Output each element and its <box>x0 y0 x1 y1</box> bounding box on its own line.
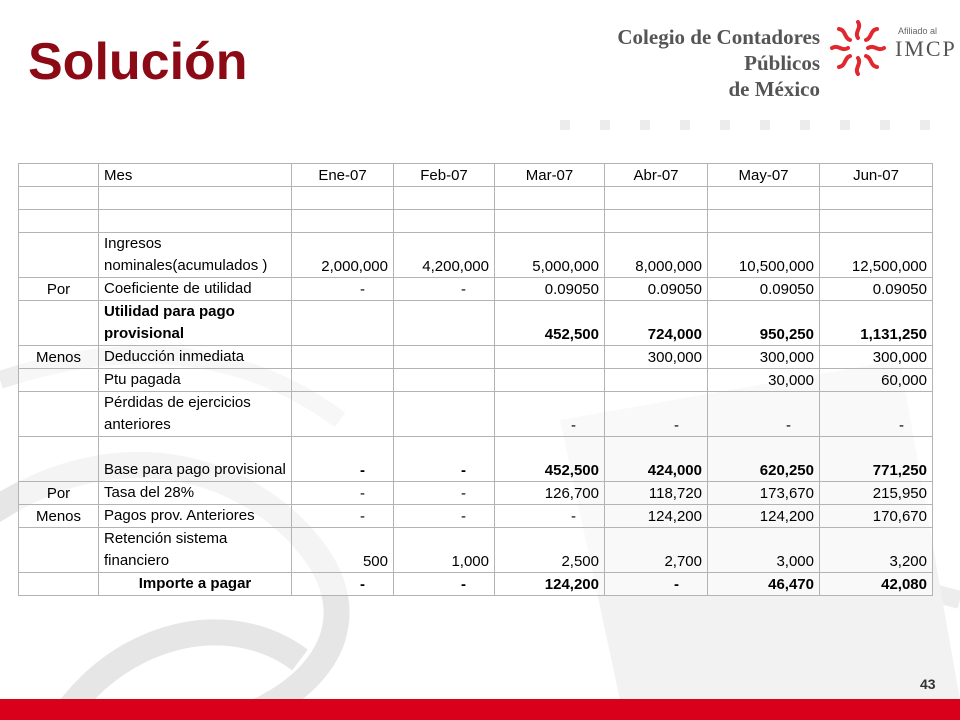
table-cell: - <box>292 437 394 482</box>
table-cell <box>99 187 292 210</box>
table-cell <box>292 346 394 369</box>
table-cell: 30,000 <box>708 369 820 392</box>
table-cell <box>605 369 708 392</box>
organization-name <box>570 24 820 102</box>
table-cell <box>495 346 605 369</box>
row-label: Tasa del 28% <box>99 482 292 505</box>
table-cell <box>292 210 394 233</box>
table-cell <box>708 210 820 233</box>
table-cell: 2,500 <box>495 528 605 573</box>
table-cell: 12,500,000 <box>820 233 933 278</box>
month-header: Ene-07 <box>292 164 394 187</box>
row-operator <box>19 392 99 437</box>
table-cell: - <box>292 573 394 596</box>
table-cell: 126,700 <box>495 482 605 505</box>
row-operator <box>19 528 99 573</box>
table-cell: 4,200,000 <box>394 233 495 278</box>
table-cell: 950,250 <box>708 301 820 346</box>
table-cell: - <box>708 392 820 437</box>
table-cell: 10,500,000 <box>708 233 820 278</box>
table-row <box>19 437 933 482</box>
table-cell <box>820 210 933 233</box>
row-label: Base para pago provisional <box>99 437 292 482</box>
table-cell: 5,000,000 <box>495 233 605 278</box>
table-cell: - <box>394 482 495 505</box>
table-cell: 215,950 <box>820 482 933 505</box>
table-cell: 60,000 <box>820 369 933 392</box>
table-cell: - <box>605 392 708 437</box>
table-cell: 0.09050 <box>820 278 933 301</box>
table-cell: - <box>292 505 394 528</box>
table-cell: 124,200 <box>605 505 708 528</box>
table-cell <box>394 187 495 210</box>
row-label: Pagos prov. Anteriores <box>99 505 292 528</box>
table-cell: 0.09050 <box>495 278 605 301</box>
table-row <box>19 392 933 437</box>
table-cell <box>394 301 495 346</box>
row-operator: Por <box>19 278 99 301</box>
table-cell: 124,200 <box>708 505 820 528</box>
row-operator <box>19 437 99 482</box>
table-cell: 2,000,000 <box>292 233 394 278</box>
tax-calculation-table <box>18 163 933 596</box>
table-cell: 300,000 <box>820 346 933 369</box>
table-cell <box>292 187 394 210</box>
table-cell: - <box>292 482 394 505</box>
table-cell <box>19 210 99 233</box>
table-cell: 170,670 <box>820 505 933 528</box>
table-cell: 424,000 <box>605 437 708 482</box>
table-cell: 1,000 <box>394 528 495 573</box>
table-cell <box>394 346 495 369</box>
table-cell: - <box>394 505 495 528</box>
row-label: Coeficiente de utilidad <box>99 278 292 301</box>
table-cell: 1,131,250 <box>820 301 933 346</box>
table-cell: 300,000 <box>708 346 820 369</box>
table-cell: 46,470 <box>708 573 820 596</box>
table-cell <box>605 187 708 210</box>
table-cell <box>394 210 495 233</box>
table-cell: - <box>292 278 394 301</box>
table-cell <box>495 369 605 392</box>
table-cell: 2,700 <box>605 528 708 573</box>
row-label: Pérdidas de ejercicios anteriores <box>99 392 292 437</box>
month-header: May-07 <box>708 164 820 187</box>
month-header-label: Mes <box>99 164 292 187</box>
table-cell: 3,200 <box>820 528 933 573</box>
table-cell: 3,000 <box>708 528 820 573</box>
table-row <box>19 301 933 346</box>
row-label: Ptu pagada <box>99 369 292 392</box>
table-cell <box>19 164 99 187</box>
row-operator <box>19 573 99 596</box>
empty-row <box>19 210 933 233</box>
table-cell: 300,000 <box>605 346 708 369</box>
table-row <box>19 528 933 573</box>
table-cell: - <box>820 392 933 437</box>
table-row <box>19 278 933 301</box>
row-label: Importe a pagar <box>99 573 292 596</box>
affiliation-label: Afiliado al <box>898 26 938 36</box>
table-cell: 0.09050 <box>708 278 820 301</box>
table-cell: 452,500 <box>495 301 605 346</box>
table-cell <box>605 210 708 233</box>
table-cell <box>708 187 820 210</box>
table-cell: 0.09050 <box>605 278 708 301</box>
table-cell: 724,000 <box>605 301 708 346</box>
row-operator: Menos <box>19 346 99 369</box>
table-cell: - <box>394 573 495 596</box>
affiliation-name: IMCP <box>895 36 957 61</box>
month-header: Feb-07 <box>394 164 495 187</box>
table-cell: - <box>605 573 708 596</box>
table-cell: - <box>495 392 605 437</box>
table-cell <box>495 210 605 233</box>
table-cell: 452,500 <box>495 437 605 482</box>
table-cell <box>292 369 394 392</box>
row-label: Retención sistema financiero <box>99 528 292 573</box>
row-operator: Menos <box>19 505 99 528</box>
table-cell: 124,200 <box>495 573 605 596</box>
table-cell <box>495 187 605 210</box>
row-operator <box>19 369 99 392</box>
month-header: Abr-07 <box>605 164 708 187</box>
table-cell: 42,080 <box>820 573 933 596</box>
table-cell <box>19 187 99 210</box>
month-header: Mar-07 <box>495 164 605 187</box>
table-row <box>19 482 933 505</box>
row-operator <box>19 233 99 278</box>
table-cell: 118,720 <box>605 482 708 505</box>
organization-name-line1: Colegio de Contadores Públicos <box>617 25 820 75</box>
table-cell: 620,250 <box>708 437 820 482</box>
imcp-logo-icon <box>826 16 890 80</box>
row-operator: Por <box>19 482 99 505</box>
table-cell <box>99 210 292 233</box>
table-cell: 173,670 <box>708 482 820 505</box>
table-cell <box>394 392 495 437</box>
table-cell: - <box>394 278 495 301</box>
bottom-bar <box>0 699 960 720</box>
table-row <box>19 233 933 278</box>
table-cell: 8,000,000 <box>605 233 708 278</box>
table-cell: - <box>495 505 605 528</box>
row-operator <box>19 301 99 346</box>
table-cell: 771,250 <box>820 437 933 482</box>
table-header-row <box>19 164 933 187</box>
table-row <box>19 505 933 528</box>
row-label: Deducción inmediata <box>99 346 292 369</box>
table-cell <box>292 301 394 346</box>
month-header: Jun-07 <box>820 164 933 187</box>
row-label: Ingresos nominales(acumulados ) <box>99 233 292 278</box>
table-cell <box>820 187 933 210</box>
empty-row <box>19 187 933 210</box>
table-row <box>19 346 933 369</box>
table-cell <box>292 392 394 437</box>
table-row <box>19 573 933 596</box>
page-number: 43 <box>920 676 936 692</box>
table-cell: - <box>394 437 495 482</box>
table-row <box>19 369 933 392</box>
row-label: Utilidad para pago provisional <box>99 301 292 346</box>
organization-name-line2: de México <box>728 77 820 101</box>
slide-title: Solución <box>28 33 248 91</box>
table-cell: 500 <box>292 528 394 573</box>
table-cell <box>394 369 495 392</box>
